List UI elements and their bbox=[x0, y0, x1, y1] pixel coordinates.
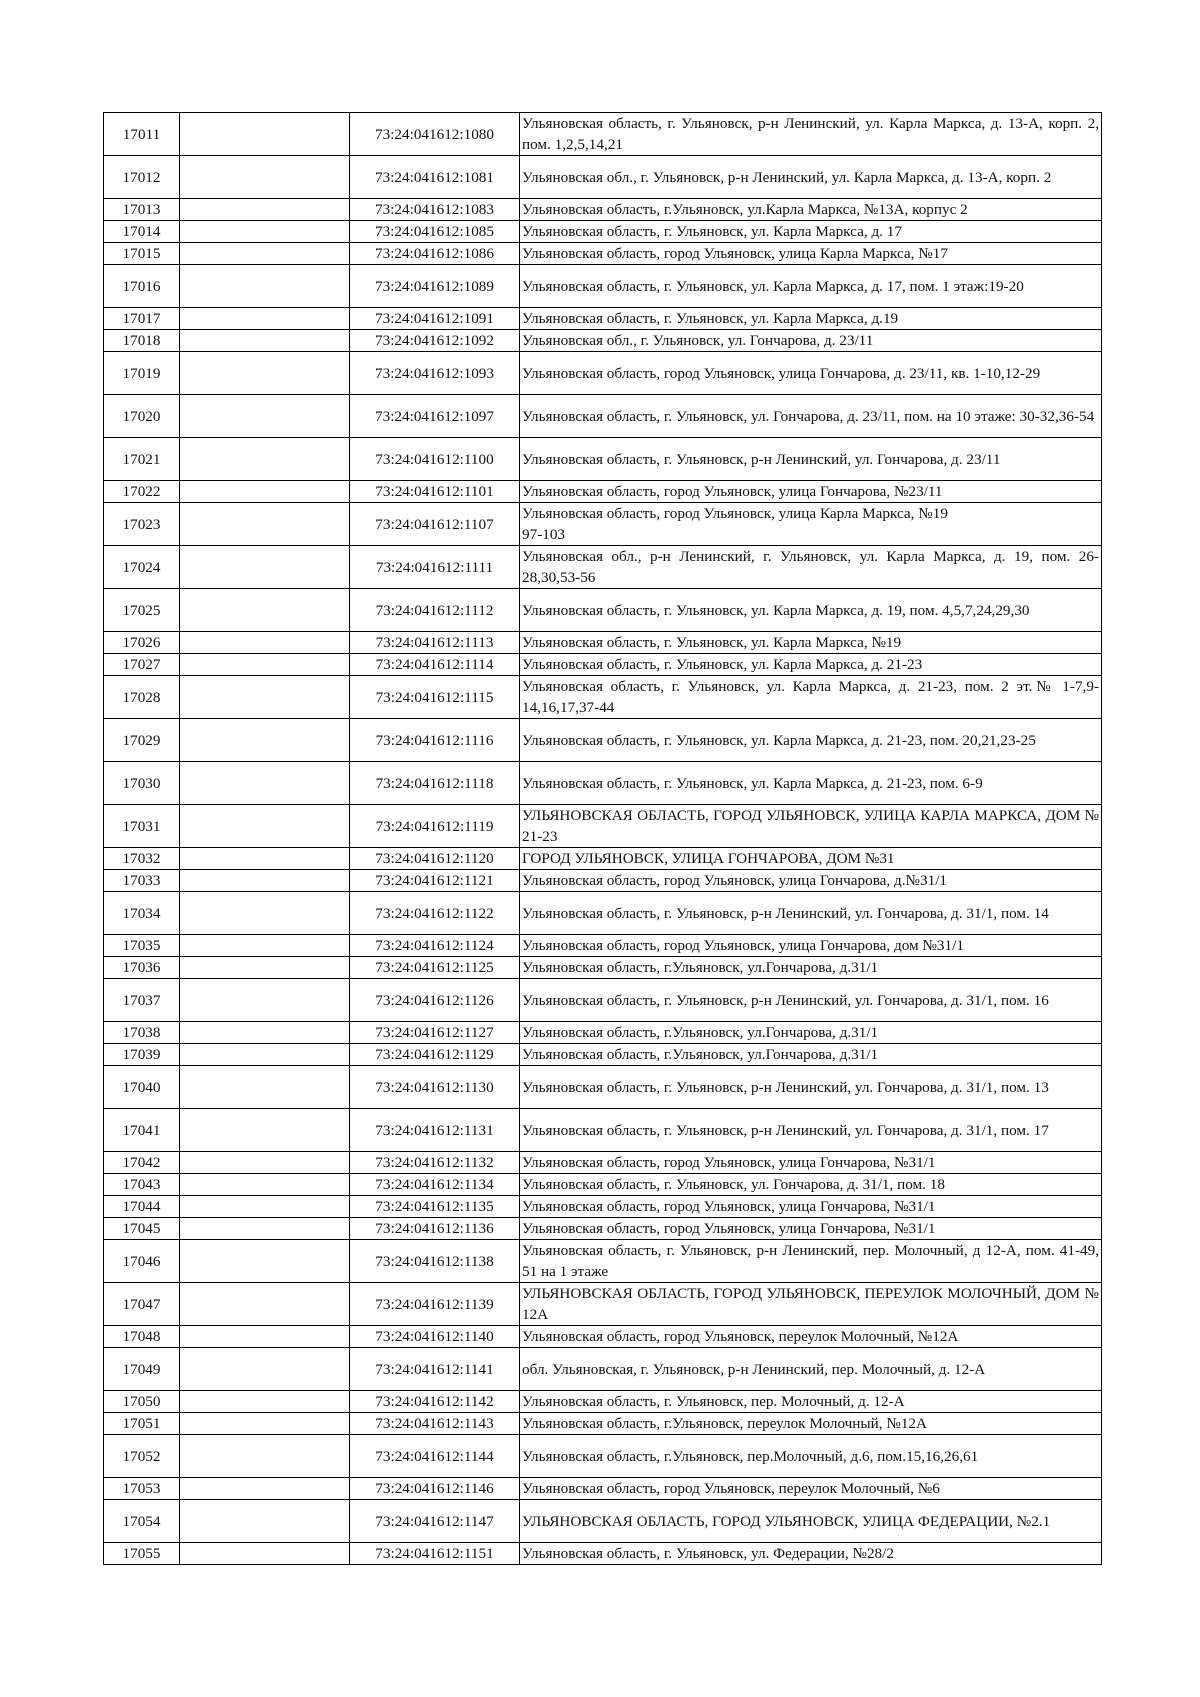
table-row bbox=[104, 632, 1102, 654]
table-row bbox=[104, 308, 1102, 330]
address-cell: Ульяновская область, г.Ульяновск, переулок Молочный, №12А bbox=[520, 1413, 1102, 1435]
cadastral-number-cell: 73:24:041612:1132 bbox=[350, 1152, 520, 1174]
address-cell: Ульяновская область, г. Ульяновск, ул. Карла Маркса, д.19 bbox=[520, 308, 1102, 330]
address-cell: обл. Ульяновская, г. Ульяновск, р-н Ленинский, пер. Молочный, д. 12-А bbox=[520, 1348, 1102, 1391]
address-cell: Ульяновская область, г. Ульяновск, р-н Ленинский, пер. Молочный, д 12-А, пом. 41-49, 51 на 1 этаже bbox=[520, 1240, 1102, 1283]
record-number-cell: 17048 bbox=[104, 1326, 180, 1348]
table-row bbox=[104, 1391, 1102, 1413]
address-cell: Ульяновская область, город Ульяновск, переулок Молочный, №12А bbox=[520, 1326, 1102, 1348]
cadastral-number-cell: 73:24:041612:1144 bbox=[350, 1435, 520, 1478]
address-cell: Ульяновская область, г. Ульяновск, р-н Ленинский, ул. Гончарова, д. 23/11 bbox=[520, 438, 1102, 481]
empty-cell bbox=[180, 199, 350, 221]
cadastral-number-cell: 73:24:041612:1142 bbox=[350, 1391, 520, 1413]
cadastral-number-cell: 73:24:041612:1107 bbox=[350, 503, 520, 546]
record-number-cell: 17025 bbox=[104, 589, 180, 632]
cadastral-number-cell: 73:24:041612:1115 bbox=[350, 676, 520, 719]
cadastral-number-cell: 73:24:041612:1093 bbox=[350, 352, 520, 395]
record-number-cell: 17051 bbox=[104, 1413, 180, 1435]
empty-cell bbox=[180, 438, 350, 481]
address-cell: Ульяновская область, г. Ульяновск, ул. Карла Маркса, д. 21-23 bbox=[520, 654, 1102, 676]
cadastral-number-cell: 73:24:041612:1118 bbox=[350, 762, 520, 805]
cadastral-number-cell: 73:24:041612:1134 bbox=[350, 1174, 520, 1196]
table-row bbox=[104, 1066, 1102, 1109]
address-cell: Ульяновская область, г. Ульяновск, ул. Гончарова, д. 31/1, пом. 18 bbox=[520, 1174, 1102, 1196]
empty-cell bbox=[180, 1500, 350, 1543]
address-cell: Ульяновская область, г. Ульяновск, р-н Ленинский, ул. Гончарова, д. 31/1, пом. 13 bbox=[520, 1066, 1102, 1109]
empty-cell bbox=[180, 957, 350, 979]
cadastral-number-cell: 73:24:041612:1089 bbox=[350, 265, 520, 308]
cadastral-number-cell: 73:24:041612:1129 bbox=[350, 1044, 520, 1066]
table-row bbox=[104, 805, 1102, 848]
empty-cell bbox=[180, 935, 350, 957]
address-cell: Ульяновская область, г. Ульяновск, ул. Гончарова, д. 23/11, пом. на 10 этаже: 30-32,36-54 bbox=[520, 395, 1102, 438]
empty-cell bbox=[180, 1174, 350, 1196]
cadastral-number-cell: 73:24:041612:1100 bbox=[350, 438, 520, 481]
cadastral-number-cell: 73:24:041612:1125 bbox=[350, 957, 520, 979]
empty-cell bbox=[180, 352, 350, 395]
record-number-cell: 17023 bbox=[104, 503, 180, 546]
record-number-cell: 17039 bbox=[104, 1044, 180, 1066]
table-row bbox=[104, 330, 1102, 352]
table-row bbox=[104, 1500, 1102, 1543]
table-row bbox=[104, 1218, 1102, 1240]
address-cell: Ульяновская область, г.Ульяновск, пер.Молочный, д.6, пом.15,16,26,61 bbox=[520, 1435, 1102, 1478]
record-number-cell: 17031 bbox=[104, 805, 180, 848]
empty-cell bbox=[180, 308, 350, 330]
empty-cell bbox=[180, 265, 350, 308]
table-row bbox=[104, 1413, 1102, 1435]
record-number-cell: 17029 bbox=[104, 719, 180, 762]
cadastral-number-cell: 73:24:041612:1113 bbox=[350, 632, 520, 654]
address-cell: Ульяновская область, г.Ульяновск, ул.Карла Маркса, №13А, корпус 2 bbox=[520, 199, 1102, 221]
empty-cell bbox=[180, 1283, 350, 1326]
empty-cell bbox=[180, 848, 350, 870]
cadastral-number-cell: 73:24:041612:1127 bbox=[350, 1022, 520, 1044]
table-row bbox=[104, 481, 1102, 503]
empty-cell bbox=[180, 395, 350, 438]
table-row bbox=[104, 589, 1102, 632]
cadastral-number-cell: 73:24:041612:1140 bbox=[350, 1326, 520, 1348]
address-cell: Ульяновская область, город Ульяновск, улица Гончарова, дом №31/1 bbox=[520, 935, 1102, 957]
cadastral-number-cell: 73:24:041612:1122 bbox=[350, 892, 520, 935]
cadastral-number-cell: 73:24:041612:1146 bbox=[350, 1478, 520, 1500]
cadastral-number-cell: 73:24:041612:1124 bbox=[350, 935, 520, 957]
record-number-cell: 17054 bbox=[104, 1500, 180, 1543]
address-cell: Ульяновская область, город Ульяновск, улица Карла Маркса, №19 97-103 bbox=[520, 503, 1102, 546]
table-row bbox=[104, 1044, 1102, 1066]
address-cell: УЛЬЯНОВСКАЯ ОБЛАСТЬ, ГОРОД УЛЬЯНОВСК, ПЕРЕУЛОК МОЛОЧНЫЙ, ДОМ № 12А bbox=[520, 1283, 1102, 1326]
cadastral-number-cell: 73:24:041612:1080 bbox=[350, 113, 520, 156]
record-number-cell: 17035 bbox=[104, 935, 180, 957]
table-row bbox=[104, 1022, 1102, 1044]
address-cell: УЛЬЯНОВСКАЯ ОБЛАСТЬ, ГОРОД УЛЬЯНОВСК, УЛИЦА КАРЛА МАРКСА, ДОМ № 21-23 bbox=[520, 805, 1102, 848]
address-cell: УЛЬЯНОВСКАЯ ОБЛАСТЬ, ГОРОД УЛЬЯНОВСК, УЛИЦА ФЕДЕРАЦИИ, №2.1 bbox=[520, 1500, 1102, 1543]
address-cell: Ульяновская область, город Ульяновск, переулок Молочный, №6 bbox=[520, 1478, 1102, 1500]
address-cell: Ульяновская область, г.Ульяновск, ул.Гончарова, д.31/1 bbox=[520, 1044, 1102, 1066]
empty-cell bbox=[180, 979, 350, 1022]
address-cell: Ульяновская область, г. Ульяновск, ул. Федерации, №28/2 bbox=[520, 1543, 1102, 1565]
table-body bbox=[104, 113, 1102, 1565]
address-cell: Ульяновская область, г. Ульяновск, р-н Ленинский, ул. Карла Маркса, д. 13-А, корп. 2, пом. 1,2,5,14,21 bbox=[520, 113, 1102, 156]
empty-cell bbox=[180, 1435, 350, 1478]
record-number-cell: 17012 bbox=[104, 156, 180, 199]
address-cell: Ульяновская область, г. Ульяновск, ул. Карла Маркса, д. 21-23, пом. 2 эт.№ 1-7,9-14,16,17,37-44 bbox=[520, 676, 1102, 719]
cadastral-number-cell: 73:24:041612:1138 bbox=[350, 1240, 520, 1283]
cadastral-number-cell: 73:24:041612:1101 bbox=[350, 481, 520, 503]
cadastral-number-cell: 73:24:041612:1086 bbox=[350, 243, 520, 265]
address-cell: Ульяновская обл., г. Ульяновск, ул. Гончарова, д. 23/11 bbox=[520, 330, 1102, 352]
table-row bbox=[104, 762, 1102, 805]
address-cell: Ульяновская область, г. Ульяновск, р-н Ленинский, ул. Гончарова, д. 31/1, пом. 17 bbox=[520, 1109, 1102, 1152]
cadastral-number-cell: 73:24:041612:1119 bbox=[350, 805, 520, 848]
address-cell: Ульяновская область, г. Ульяновск, ул. Карла Маркса, №19 bbox=[520, 632, 1102, 654]
table-row bbox=[104, 1152, 1102, 1174]
record-number-cell: 17040 bbox=[104, 1066, 180, 1109]
table-row bbox=[104, 1174, 1102, 1196]
address-cell: Ульяновская область, город Ульяновск, улица Гончарова, №31/1 bbox=[520, 1196, 1102, 1218]
record-number-cell: 17024 bbox=[104, 546, 180, 589]
cadastral-number-cell: 73:24:041612:1126 bbox=[350, 979, 520, 1022]
cadastral-number-cell: 73:24:041612:1111 bbox=[350, 546, 520, 589]
cadastral-number-cell: 73:24:041612:1135 bbox=[350, 1196, 520, 1218]
empty-cell bbox=[180, 589, 350, 632]
empty-cell bbox=[180, 676, 350, 719]
table-row bbox=[104, 113, 1102, 156]
empty-cell bbox=[180, 1109, 350, 1152]
record-number-cell: 17055 bbox=[104, 1543, 180, 1565]
record-number-cell: 17021 bbox=[104, 438, 180, 481]
cadastral-number-cell: 73:24:041612:1120 bbox=[350, 848, 520, 870]
address-cell: Ульяновская область, г.Ульяновск, ул.Гончарова, д.31/1 bbox=[520, 1022, 1102, 1044]
empty-cell bbox=[180, 1543, 350, 1565]
record-number-cell: 17032 bbox=[104, 848, 180, 870]
record-number-cell: 17038 bbox=[104, 1022, 180, 1044]
empty-cell bbox=[180, 1218, 350, 1240]
record-number-cell: 17050 bbox=[104, 1391, 180, 1413]
record-number-cell: 17015 bbox=[104, 243, 180, 265]
empty-cell bbox=[180, 1413, 350, 1435]
address-cell: ГОРОД УЛЬЯНОВСК, УЛИЦА ГОНЧАРОВА, ДОМ №31 bbox=[520, 848, 1102, 870]
empty-cell bbox=[180, 805, 350, 848]
table-row bbox=[104, 243, 1102, 265]
table-row bbox=[104, 848, 1102, 870]
cadastral-number-cell: 73:24:041612:1114 bbox=[350, 654, 520, 676]
record-number-cell: 17033 bbox=[104, 870, 180, 892]
cadastral-number-cell: 73:24:041612:1147 bbox=[350, 1500, 520, 1543]
cadastral-number-cell: 73:24:041612:1112 bbox=[350, 589, 520, 632]
empty-cell bbox=[180, 1478, 350, 1500]
cadastral-number-cell: 73:24:041612:1141 bbox=[350, 1348, 520, 1391]
empty-cell bbox=[180, 719, 350, 762]
empty-cell bbox=[180, 762, 350, 805]
property-registry-table bbox=[103, 112, 1102, 1565]
record-number-cell: 17045 bbox=[104, 1218, 180, 1240]
empty-cell bbox=[180, 870, 350, 892]
table-row bbox=[104, 199, 1102, 221]
record-number-cell: 17016 bbox=[104, 265, 180, 308]
address-cell: Ульяновская область, город Ульяновск, улица Гончарова, №31/1 bbox=[520, 1218, 1102, 1240]
address-cell: Ульяновская обл., р-н Ленинский, г. Ульяновск, ул. Карла Маркса, д. 19, пом. 26-28,30,53-56 bbox=[520, 546, 1102, 589]
address-cell: Ульяновская область, город Ульяновск, улица Гончарова, д.№31/1 bbox=[520, 870, 1102, 892]
empty-cell bbox=[180, 654, 350, 676]
record-number-cell: 17043 bbox=[104, 1174, 180, 1196]
record-number-cell: 17030 bbox=[104, 762, 180, 805]
empty-cell bbox=[180, 892, 350, 935]
address-cell: Ульяновская область, г. Ульяновск, р-н Ленинский, ул. Гончарова, д. 31/1, пом. 14 bbox=[520, 892, 1102, 935]
record-number-cell: 17013 bbox=[104, 199, 180, 221]
table-row bbox=[104, 352, 1102, 395]
empty-cell bbox=[180, 632, 350, 654]
table-row bbox=[104, 1435, 1102, 1478]
address-cell: Ульяновская область, город Ульяновск, улица Гончарова, д. 23/11, кв. 1-10,12-29 bbox=[520, 352, 1102, 395]
record-number-cell: 17017 bbox=[104, 308, 180, 330]
record-number-cell: 17026 bbox=[104, 632, 180, 654]
empty-cell bbox=[180, 1022, 350, 1044]
address-cell: Ульяновская область, г. Ульяновск, р-н Ленинский, ул. Гончарова, д. 31/1, пом. 16 bbox=[520, 979, 1102, 1022]
table-row bbox=[104, 957, 1102, 979]
address-cell: Ульяновская область, г. Ульяновск, ул. Карла Маркса, д. 19, пом. 4,5,7,24,29,30 bbox=[520, 589, 1102, 632]
table-row bbox=[104, 1326, 1102, 1348]
record-number-cell: 17042 bbox=[104, 1152, 180, 1174]
empty-cell bbox=[180, 243, 350, 265]
empty-cell bbox=[180, 1196, 350, 1218]
record-number-cell: 17047 bbox=[104, 1283, 180, 1326]
empty-cell bbox=[180, 546, 350, 589]
cadastral-number-cell: 73:24:041612:1085 bbox=[350, 221, 520, 243]
cadastral-number-cell: 73:24:041612:1136 bbox=[350, 1218, 520, 1240]
table-row bbox=[104, 546, 1102, 589]
record-number-cell: 17053 bbox=[104, 1478, 180, 1500]
empty-cell bbox=[180, 1152, 350, 1174]
record-number-cell: 17037 bbox=[104, 979, 180, 1022]
cadastral-number-cell: 73:24:041612:1151 bbox=[350, 1543, 520, 1565]
empty-cell bbox=[180, 1348, 350, 1391]
cadastral-number-cell: 73:24:041612:1130 bbox=[350, 1066, 520, 1109]
empty-cell bbox=[180, 481, 350, 503]
empty-cell bbox=[180, 113, 350, 156]
record-number-cell: 17022 bbox=[104, 481, 180, 503]
table-row bbox=[104, 156, 1102, 199]
empty-cell bbox=[180, 156, 350, 199]
empty-cell bbox=[180, 1044, 350, 1066]
cadastral-number-cell: 73:24:041612:1092 bbox=[350, 330, 520, 352]
cadastral-number-cell: 73:24:041612:1121 bbox=[350, 870, 520, 892]
empty-cell bbox=[180, 221, 350, 243]
table-row bbox=[104, 438, 1102, 481]
record-number-cell: 17034 bbox=[104, 892, 180, 935]
record-number-cell: 17020 bbox=[104, 395, 180, 438]
empty-cell bbox=[180, 1391, 350, 1413]
table-row bbox=[104, 1196, 1102, 1218]
cadastral-number-cell: 73:24:041612:1081 bbox=[350, 156, 520, 199]
record-number-cell: 17052 bbox=[104, 1435, 180, 1478]
cadastral-number-cell: 73:24:041612:1143 bbox=[350, 1413, 520, 1435]
empty-cell bbox=[180, 330, 350, 352]
empty-cell bbox=[180, 503, 350, 546]
record-number-cell: 17046 bbox=[104, 1240, 180, 1283]
address-cell: Ульяновская область, г. Ульяновск, ул. Карла Маркса, д. 21-23, пом. 6-9 bbox=[520, 762, 1102, 805]
record-number-cell: 17028 bbox=[104, 676, 180, 719]
address-cell: Ульяновская область, г. Ульяновск, ул. Карла Маркса, д. 17, пом. 1 этаж:19-20 bbox=[520, 265, 1102, 308]
cadastral-number-cell: 73:24:041612:1083 bbox=[350, 199, 520, 221]
table-row bbox=[104, 503, 1102, 546]
cadastral-number-cell: 73:24:041612:1116 bbox=[350, 719, 520, 762]
address-cell: Ульяновская область, г. Ульяновск, пер. Молочный, д. 12-А bbox=[520, 1391, 1102, 1413]
empty-cell bbox=[180, 1066, 350, 1109]
address-cell: Ульяновская область, город Ульяновск, улица Гончарова, №31/1 bbox=[520, 1152, 1102, 1174]
record-number-cell: 17049 bbox=[104, 1348, 180, 1391]
empty-cell bbox=[180, 1326, 350, 1348]
table-row bbox=[104, 979, 1102, 1022]
table-row bbox=[104, 1283, 1102, 1326]
table-row bbox=[104, 221, 1102, 243]
address-cell: Ульяновская область, г. Ульяновск, ул. Карла Маркса, д. 21-23, пом. 20,21,23-25 bbox=[520, 719, 1102, 762]
table-row bbox=[104, 892, 1102, 935]
table-row bbox=[104, 1543, 1102, 1565]
address-cell: Ульяновская область, город Ульяновск, улица Гончарова, №23/11 bbox=[520, 481, 1102, 503]
table-row bbox=[104, 870, 1102, 892]
record-number-cell: 17018 bbox=[104, 330, 180, 352]
table-row bbox=[104, 719, 1102, 762]
table-row bbox=[104, 1109, 1102, 1152]
record-number-cell: 17019 bbox=[104, 352, 180, 395]
cadastral-number-cell: 73:24:041612:1131 bbox=[350, 1109, 520, 1152]
record-number-cell: 17041 bbox=[104, 1109, 180, 1152]
record-number-cell: 17044 bbox=[104, 1196, 180, 1218]
table-row bbox=[104, 935, 1102, 957]
table-row bbox=[104, 1240, 1102, 1283]
table-row bbox=[104, 1348, 1102, 1391]
address-cell: Ульяновская область, г. Ульяновск, ул. Карла Маркса, д. 17 bbox=[520, 221, 1102, 243]
record-number-cell: 17014 bbox=[104, 221, 180, 243]
address-cell: Ульяновская область, г.Ульяновск, ул.Гончарова, д.31/1 bbox=[520, 957, 1102, 979]
cadastral-number-cell: 73:24:041612:1097 bbox=[350, 395, 520, 438]
cadastral-number-cell: 73:24:041612:1091 bbox=[350, 308, 520, 330]
table-row bbox=[104, 395, 1102, 438]
table-row bbox=[104, 654, 1102, 676]
table-row bbox=[104, 676, 1102, 719]
empty-cell bbox=[180, 1240, 350, 1283]
address-cell: Ульяновская область, город Ульяновск, улица Карла Маркса, №17 bbox=[520, 243, 1102, 265]
record-number-cell: 17036 bbox=[104, 957, 180, 979]
record-number-cell: 17011 bbox=[104, 113, 180, 156]
record-number-cell: 17027 bbox=[104, 654, 180, 676]
table-row bbox=[104, 265, 1102, 308]
cadastral-number-cell: 73:24:041612:1139 bbox=[350, 1283, 520, 1326]
table-row bbox=[104, 1478, 1102, 1500]
address-cell: Ульяновская обл., г. Ульяновск, р-н Ленинский, ул. Карла Маркса, д. 13-А, корп. 2 bbox=[520, 156, 1102, 199]
